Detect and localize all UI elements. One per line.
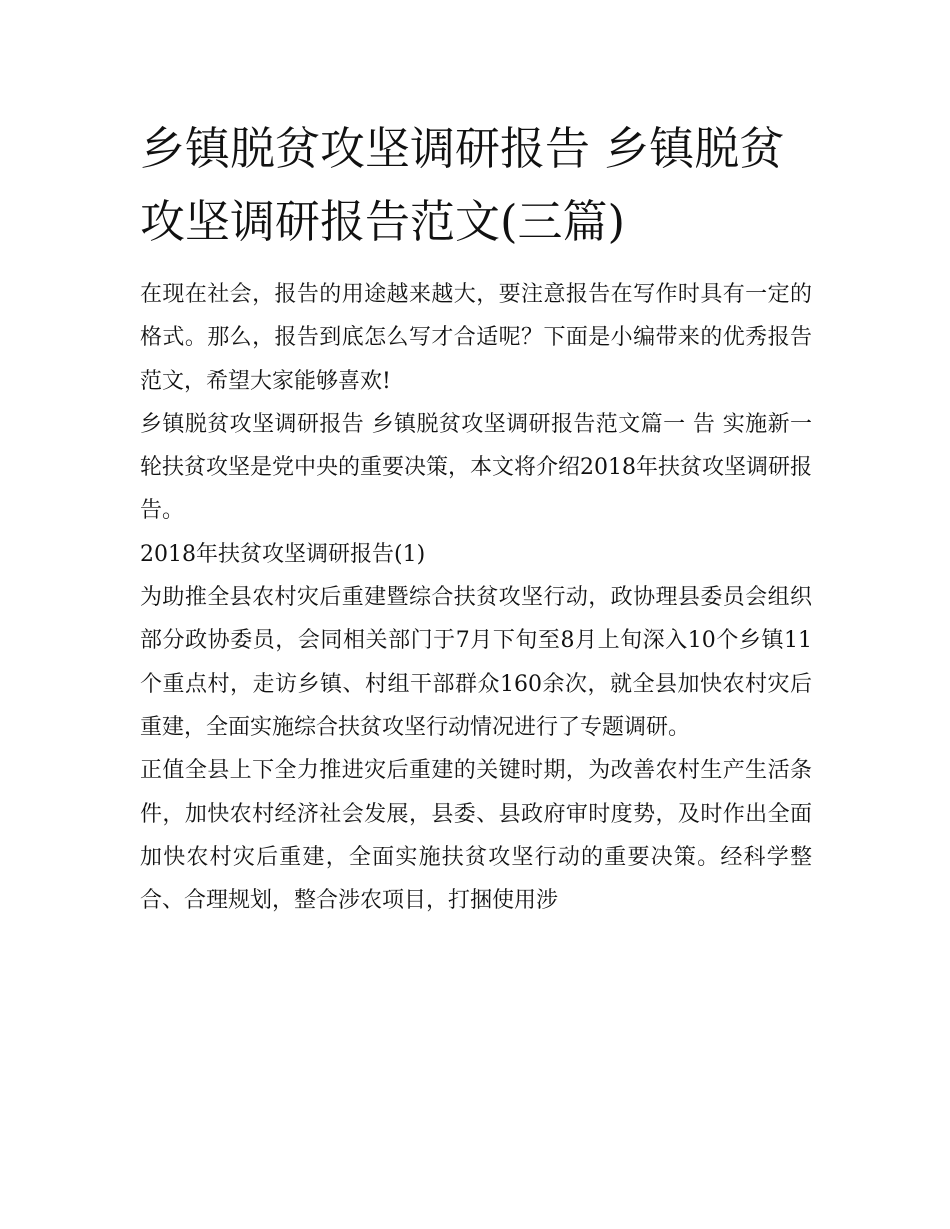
body-paragraph-1: 为助推全县农村灾后重建暨综合扶贫攻坚行动，政协理县委员会组织部分政协委员，会同相关部门于7月下旬至8月上旬深入10个乡镇11个重点村，走访乡镇、村组干部群众160余次，就全县加快农村灾后重建，全面实施综合扶贫攻坚行动情况进行了专题调研。 <box>140 585 812 740</box>
document-title: 乡镇脱贫攻坚调研报告 乡镇脱贫攻坚调研报告范文(三篇) <box>140 122 785 248</box>
intro-paragraph: 在现在社会，报告的用途越来越大，要注意报告在写作时具有一定的格式。那么，报告到底怎么写才合适呢？下面是小编带来的优秀报告范文，希望大家能够喜欢! <box>140 282 812 394</box>
report-intro-paragraph: 乡镇脱贫攻坚调研报告 乡镇脱贫攻坚调研报告范文篇一 告 实施新一轮扶贫攻坚是党中央的重要决策，本文将介绍2018年扶贫攻坚调研报告。 <box>140 411 812 524</box>
body-paragraph-2: 正值全县上下全力推进灾后重建的关键时期，为改善农村生产生活条件，加快农村经济社会发展，县委、县政府审时度势，及时作出全面加快农村灾后重建，全面实施扶贫攻坚行动的重要决策。经科学整合、合理规划，整合涉农项目，打捆使用涉 <box>140 758 812 914</box>
document-page <box>140 112 812 922</box>
section-heading: 2018年扶贫攻坚调研报告(1) <box>140 541 426 567</box>
